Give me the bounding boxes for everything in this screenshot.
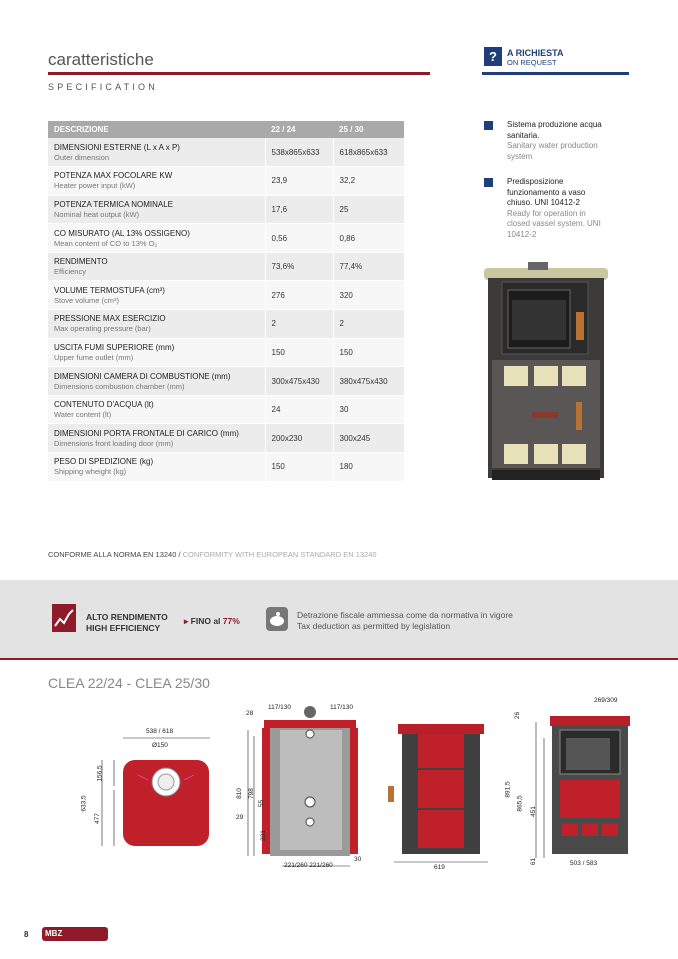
- row-label: PRESSIONE MAX ESERCIZIO: [54, 314, 166, 324]
- dim-back-810: 810: [235, 788, 243, 799]
- dim-back-top-right: 117/130: [330, 704, 354, 711]
- row-value-1: 200x230: [265, 424, 333, 453]
- front-view-drawing: [530, 708, 640, 868]
- dim-front-26: 26: [514, 711, 522, 720]
- brand-logo: MBZ: [42, 927, 108, 941]
- table-row: [48, 167, 404, 196]
- table-row: [48, 338, 404, 367]
- option-label-en: Sanitary water production system: [507, 141, 598, 161]
- dim-side-width: 619: [434, 864, 445, 871]
- dim-top-diam: Ø150: [152, 742, 168, 749]
- row-value-2: 150: [333, 338, 404, 367]
- table-header: [48, 121, 404, 138]
- row-value-1: 276: [265, 281, 333, 310]
- conformity-note: [48, 550, 377, 559]
- option-bullet-icon: [484, 121, 493, 130]
- efficiency-en: HIGH EFFICIENCY: [86, 623, 161, 633]
- dim-top-inner: 477: [93, 813, 101, 824]
- row-value-2: 0,86: [333, 224, 404, 253]
- page-subtitle: SPECIFICATION: [48, 82, 158, 92]
- row-label: CO MISURATO (AL 13% OSSIGENO): [54, 228, 190, 238]
- row-value-2: 180: [333, 453, 404, 482]
- table-row: [48, 453, 404, 482]
- tax-en: Tax deduction as permitted by legislation: [297, 621, 451, 631]
- table-row: [48, 310, 404, 339]
- row-label: DIMENSIONI PORTA FRONTALE DI CARICO (mm): [54, 428, 239, 438]
- dim-front-865: 865,5: [516, 795, 524, 812]
- table-row: [48, 252, 404, 281]
- tax-note: [297, 610, 513, 632]
- row-label: POTENZA TERMICA NOMINALE: [54, 199, 173, 209]
- spec-table: [48, 121, 404, 482]
- table-row: [48, 138, 404, 167]
- row-label-en: Dimensions front loading door (mm): [54, 438, 174, 448]
- row-label-en: Outer dimension: [54, 152, 110, 162]
- row-label: PESO DI SPEDIZIONE (kg): [54, 457, 154, 467]
- page-title: caratteristiche: [48, 50, 154, 69]
- dim-front-891: 891,5: [504, 781, 512, 798]
- dim-back-bottom: 221/260 221/260: [284, 862, 333, 869]
- title-divider: [48, 72, 430, 75]
- row-label-en: Nominal heat output (kW): [54, 209, 140, 219]
- row-label: DIMENSIONI ESTERNE (L x A x P): [54, 142, 180, 152]
- option-label: Sistema produzione acqua sanitaria.: [507, 120, 602, 140]
- table-row: [48, 424, 404, 453]
- efficiency-chart-icon: [52, 604, 76, 632]
- row-value-1: 24: [265, 395, 333, 424]
- dim-back-55: 55: [258, 799, 266, 808]
- row-value-2: 32,2: [333, 167, 404, 196]
- option-bullet-icon: [484, 178, 493, 187]
- row-label-en: Efficiency: [54, 267, 86, 277]
- row-label-en: Max operating pressure (bar): [54, 324, 151, 334]
- col-22-24: 22 / 24: [265, 121, 333, 138]
- option-label: Predisposizione funzionamento a vaso chiuso. UNI 10412-2: [507, 177, 586, 207]
- front-red-drawing: [388, 716, 494, 866]
- row-label-en: Upper fume outlet (mm): [54, 352, 134, 362]
- row-label-en: Mean content of CO to 13% O₂: [54, 238, 158, 248]
- tax-it: Detrazione fiscale ammessa come da normativa in vigore: [297, 610, 513, 620]
- table-row: [48, 195, 404, 224]
- table-row: [48, 395, 404, 424]
- dim-back-28: 28: [246, 710, 254, 717]
- dim-front-width: 503 / 583: [570, 860, 598, 867]
- row-value-2: 77,4%: [333, 252, 404, 281]
- dim-back-30: 30: [354, 856, 362, 863]
- row-value-1: 150: [265, 453, 333, 482]
- dim-top-offset: 156,5: [96, 765, 104, 782]
- dim-top-width: 538 / 618: [146, 728, 174, 735]
- row-label: DIMENSIONI CAMERA DI COMBUSTIONE (mm): [54, 371, 231, 381]
- fino-prefix: FINO al: [190, 616, 221, 626]
- row-value-1: 23,9: [265, 167, 333, 196]
- dim-front-61: 61: [530, 857, 538, 866]
- efficiency-max: [184, 616, 240, 627]
- row-value-2: 320: [333, 281, 404, 310]
- table-row: [48, 281, 404, 310]
- row-label-en: Heater power input (kW): [54, 181, 136, 191]
- request-label: A RICHIESTA: [507, 48, 564, 58]
- request-divider: [482, 72, 629, 75]
- conformity-it: CONFORME ALLA NORMA EN 13240 /: [48, 550, 181, 559]
- efficiency-it: ALTO RENDIMENTO: [86, 612, 168, 622]
- row-label: USCITA FUMI SUPERIORE (mm): [54, 342, 175, 352]
- row-label-en: Shipping wheight (kg): [54, 467, 127, 477]
- fino-value: 77%: [222, 616, 240, 626]
- row-value-1: 73,6%: [265, 252, 333, 281]
- option-label-en: Ready for operation in closed vassel system. UNI 10412-2: [507, 208, 601, 239]
- conformity-en: CONFORMITY WITH EUROPEAN STANDARD EN 13240: [182, 550, 377, 559]
- row-label: POTENZA MAX FOCOLARE KW: [54, 171, 173, 181]
- request-label-en: ON REQUEST: [507, 58, 557, 67]
- model-title: CLEA 22/24 - CLEA 25/30: [48, 675, 210, 691]
- col-description: DESCRIZIONE: [48, 121, 265, 138]
- efficiency-label: [86, 612, 168, 634]
- row-label-en: Water content (lt): [54, 410, 112, 420]
- dim-back-798: 798: [247, 788, 255, 799]
- option-item: [507, 120, 607, 162]
- dim-back-231: 231: [259, 830, 267, 841]
- row-value-1: 150: [265, 338, 333, 367]
- row-value-2: 618x865x633: [333, 138, 404, 167]
- dim-back-top-left: 117/130: [268, 704, 292, 711]
- row-value-2: 25: [333, 195, 404, 224]
- row-value-1: 17,6: [265, 195, 333, 224]
- row-label: CONTENUTO D'ACQUA (lt): [54, 400, 154, 410]
- dim-front-451: 451: [529, 806, 537, 817]
- row-value-2: 2: [333, 310, 404, 339]
- row-value-1: 2: [265, 310, 333, 339]
- question-icon: ?: [484, 47, 502, 66]
- row-value-1: 300x475x430: [265, 367, 333, 396]
- dim-top-depth: 633,5: [80, 795, 88, 812]
- row-value-2: 300x245: [333, 424, 404, 453]
- top-view-drawing: [78, 720, 218, 860]
- col-25-30: 25 / 30: [333, 121, 404, 138]
- row-value-1: 0,56: [265, 224, 333, 253]
- table-row: [48, 224, 404, 253]
- arrow-right-icon: ▸: [184, 616, 189, 626]
- back-view-drawing: [240, 700, 370, 880]
- row-label-en: Stove volume (cm³): [54, 295, 120, 305]
- row-value-1: 538x865x633: [265, 138, 333, 167]
- row-value-2: 380x475x430: [333, 367, 404, 396]
- row-label: RENDIMENTO: [54, 257, 108, 267]
- dim-back-29: 29: [236, 814, 244, 821]
- option-item: [507, 177, 607, 240]
- row-label-en: Dimensions combustion chamber (mm): [54, 381, 185, 391]
- piggy-bank-icon: [266, 607, 288, 631]
- page-number: 8: [24, 930, 29, 939]
- row-label: VOLUME TERMOSTUFA (cm³): [54, 285, 165, 295]
- table-row: [48, 367, 404, 396]
- stove-product-image: [472, 262, 618, 488]
- row-value-2: 30: [333, 395, 404, 424]
- dim-front-top: 269/309: [594, 697, 618, 704]
